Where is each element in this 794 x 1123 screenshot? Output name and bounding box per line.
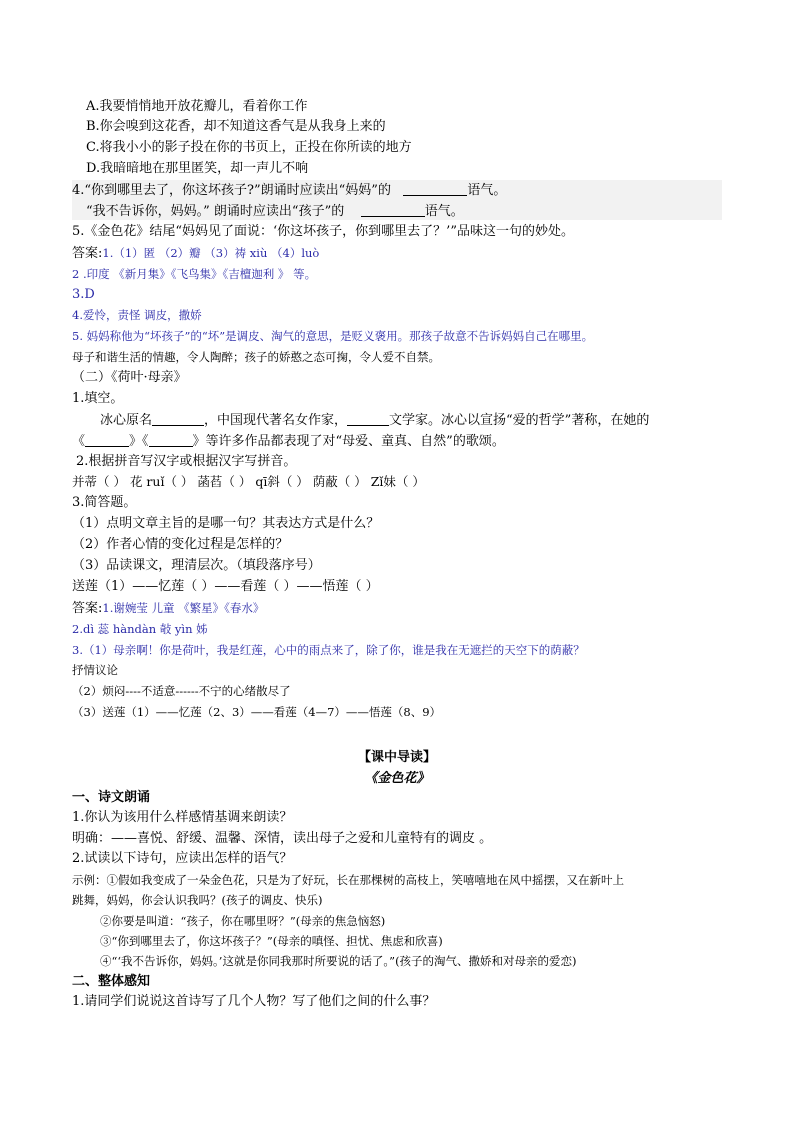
answer-2-3c: （2）烦闷----不适意------不宁的心绪散尽了 — [72, 684, 291, 698]
sub-question-1: （1）点明文章主旨的是哪一句？其表达方式是什么？ — [72, 516, 380, 531]
answer-4: 4.爱怜，责怪 调皮，撒娇 — [72, 308, 202, 322]
answer-5b: 母子和谐生活的情趣，令人陶醉；孩子的娇憨之态可掬，令人爱不自禁。 — [72, 350, 440, 364]
section-heading-2: （二）《荷叶·母亲》 — [72, 370, 187, 385]
sub-question-2: （2）作者心情的变化过程是怎样的？ — [72, 537, 289, 552]
blank — [361, 202, 425, 217]
example-4: ④“‘我不告诉你，妈妈。’这就是你同我那时所要说的话了。”(孩子的淘气、撒娇和对母亲的爱恋) — [100, 954, 577, 968]
sub-question-4: 送莲（1）——忆莲（ ）——看莲（ ）——悟莲（ ） — [72, 579, 379, 594]
guide-title: 【课中导读】 — [357, 750, 436, 765]
recitation-q1: 1.你认为该用什么样感情基调来朗读？ — [72, 810, 293, 825]
pinyin-items: 并蒂（ ） 花 ruǐ（ ） 菡萏（ ） qī斜（ ） 荫蔽（ ） Zǐ妹（ ） — [72, 474, 425, 489]
guide-subtitle: 《金色花》 — [364, 771, 430, 786]
fill-line-1: 冰心原名 ，中国现代著名女作家， 文学家。冰心以宣扬“爱的哲学”著称，在她的 — [100, 413, 650, 428]
option-b: B.你会嗅到这花香，却不知道这香气是从我身上来的 — [86, 119, 386, 134]
blank — [347, 411, 389, 426]
example-3: ③“你到哪里去了，你这坏孩子？”(母亲的嗔怪、担忧、焦虑和欣喜) — [100, 934, 443, 948]
overview-q1: 1.请同学们说说这首诗写了几个人物？写了他们之间的什么事？ — [72, 994, 436, 1009]
question-4b: “我不告诉你，妈妈。” 朗诵时应读出“孩子”的 语气。 — [86, 204, 464, 219]
question-5: 5.《金色花》结尾“妈妈见了面说：‘你这坏孩子，你到哪里去了？’”品味这一句的妙处。 — [72, 224, 574, 239]
answer-2-3b: 抒情议论 — [72, 663, 118, 677]
fill-line-2: 《 》《 》等许多作品都表现了对“母爱、童真、自然”的歌颂。 — [72, 434, 505, 449]
answer-2-3a: 3.（1）母亲啊！你是荷叶，我是红莲，心中的雨点来了，除了你，谁是我在无遮拦的天空下的荫蔽？ — [72, 643, 585, 657]
blank — [85, 432, 129, 447]
fill-question: 1.填空。 — [72, 391, 124, 406]
answer-1: 答案:1.（1）匿 （2）瓣 （3）祷 xiù （4）luò — [72, 246, 320, 261]
answer-5a: 5. 妈妈称他为“坏孩子”的“坏”是调皮、淘气的意思，是贬义褒用。那孩子故意不告诉妈妈自己在哪里。 — [72, 329, 594, 343]
answer-2-2: 2.dì 蕊 hàndàn 敧 yìn 姊 — [72, 622, 208, 636]
option-d: D.我暗暗地在那里匿笑，却一声儿不响 — [86, 161, 309, 176]
question-4a: 4.“你到哪里去了，你这坏孩子?”朗诵时应读出“妈妈”的 语气。 — [72, 183, 507, 198]
option-c: C.将我小小的影子投在你的书页上，正投在你所读的地方 — [86, 140, 412, 155]
section-overview: 二、整体感知 — [72, 974, 151, 989]
section-recitation: 一、诗文朗诵 — [72, 790, 151, 805]
sub-question-3: （3）品读课文，理清层次。（填段落序号） — [72, 558, 321, 573]
recitation-a1: 明确：——喜悦、舒缓、温馨、深情，读出母子之爱和儿童特有的调皮 。 — [72, 831, 493, 846]
example-2: ②你要是叫道：“孩子，你在哪里呀？”(母亲的焦急恼怒) — [100, 914, 386, 928]
answer-2-3d: （3）送莲（1）——忆莲（2、3）——看莲（4—7）——悟莲（8、9） — [72, 705, 442, 719]
example-1b: 跳舞，妈妈，你会认识我吗？(孩子的调皮、快乐) — [72, 893, 323, 907]
answer-2: 2 .印度 《新月集》《飞鸟集》《吉檀迦利 》 等。 — [72, 267, 317, 281]
answer-3: 3.D — [72, 287, 95, 302]
example-1a: 示例：①假如我变成了一朵金色花，只是为了好玩，长在那棵树的高枝上，笑嘻嘻地在风中摇摆，又在新叶上 — [72, 873, 624, 887]
pinyin-question: 2.根据拼音写汉字或根据汉字写拼音。 — [76, 454, 297, 469]
blank — [152, 411, 204, 426]
blank — [149, 432, 193, 447]
recitation-q2: 2.试读以下诗句，应读出怎样的语气？ — [72, 851, 293, 866]
short-answer-question: 3.简答题。 — [72, 495, 137, 510]
answer-2-1: 答案:1.谢婉莹 儿童 《繁星》《春水》 — [72, 601, 265, 616]
blank — [403, 181, 467, 196]
option-a: A.我要悄悄地开放花瓣儿，看着你工作 — [86, 99, 308, 114]
